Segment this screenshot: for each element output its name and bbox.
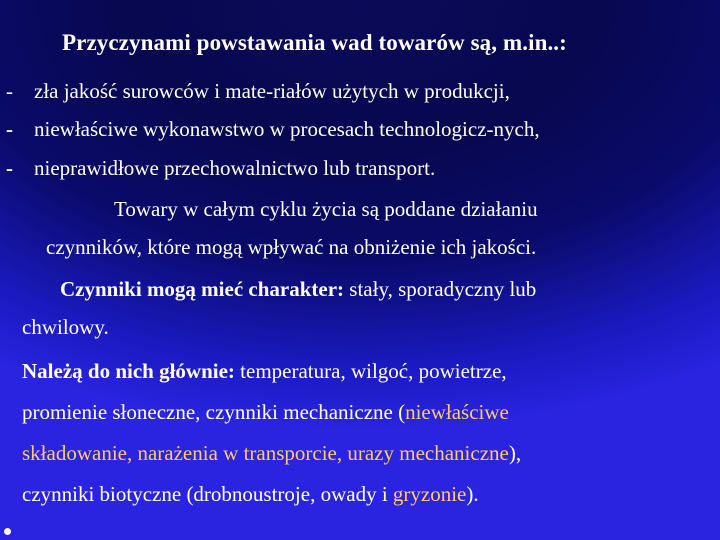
bullet-text: zła jakość surowców i mate-riałów użytych w produkcji, bbox=[34, 79, 510, 103]
highlight-text: składowanie, narażenia w transporcie, urazy mechaniczne bbox=[22, 441, 509, 465]
highlight-text: niewłaściwe bbox=[405, 400, 509, 424]
paragraph-3-line-4 bbox=[22, 481, 479, 507]
paragraph-3-text: promienie słoneczne, czynniki mechaniczne ( bbox=[22, 400, 406, 424]
bullet-item-3 bbox=[6, 155, 435, 181]
paragraph-2-text: stały, sporadyczny lub bbox=[344, 277, 537, 301]
paragraph-3-text: czynniki biotyczne (drobnoustroje, owady i bbox=[22, 482, 393, 506]
bullet-item-2 bbox=[6, 116, 540, 142]
paragraph-2-heading: Czynniki mogą mieć charakter: bbox=[60, 277, 345, 301]
bullet-dash: - bbox=[6, 79, 13, 103]
paragraph-3-line-2 bbox=[22, 399, 509, 425]
paragraph-1-line-1: Towary w całym cyklu życia są poddane działaniu bbox=[114, 197, 538, 221]
highlight-text: gryzonie bbox=[392, 482, 467, 506]
paragraph-3-line-3 bbox=[22, 440, 521, 466]
paragraph-3-text: temperatura, wilgoć, powietrze, bbox=[234, 359, 507, 383]
paragraph-3-text: ). bbox=[466, 482, 479, 506]
bullet-dot-icon bbox=[4, 528, 11, 535]
paragraph-1-line-2: czynników, które mogą wpływać na obniżenie ich jakości. bbox=[46, 235, 537, 259]
paragraph-3-text: ), bbox=[508, 441, 522, 465]
paragraph-3-heading: Należą do nich głównie: bbox=[22, 359, 235, 383]
bullet-text: niewłaściwe wykonawstwo w procesach technologicz-nych, bbox=[34, 117, 540, 141]
bullet-dash: - bbox=[6, 156, 13, 180]
paragraph-2-line-1 bbox=[60, 276, 536, 302]
bullet-dash: - bbox=[6, 117, 13, 141]
bullet-text: nieprawidłowe przechowalnictwo lub transport. bbox=[34, 156, 436, 180]
slide-title: Przyczynami powstawania wad towarów są, m.in..: bbox=[62, 30, 567, 55]
paragraph-3-line-1 bbox=[22, 358, 507, 384]
bullet-item-1 bbox=[6, 78, 510, 104]
paragraph-2-line-2: chwilowy. bbox=[22, 315, 109, 339]
